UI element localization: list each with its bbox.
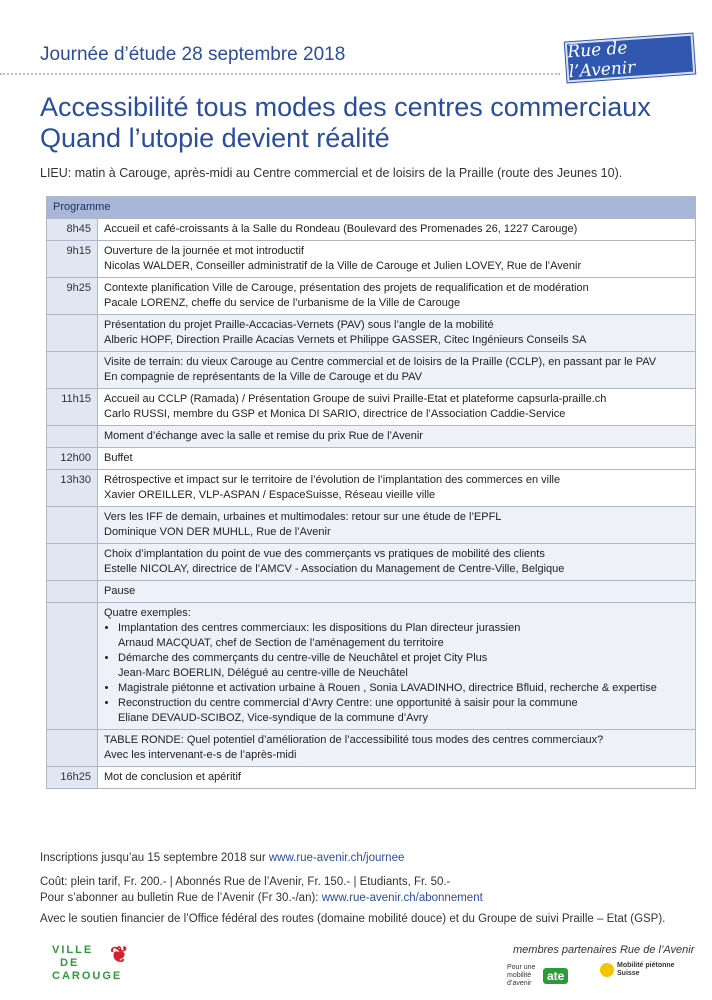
programme-content <box>98 352 696 389</box>
session-title: Présentation du projet Praille-Accacias-Vernets (PAV) sous l’angle de la mobilité <box>104 319 494 331</box>
session-title: Accueil et café-croissants à la Salle du Rondeau (Boulevard des Promenades 26, 1227 Carouge) <box>104 223 578 235</box>
programme-content <box>98 219 696 241</box>
programme-time: 12h00 <box>47 448 98 470</box>
session-title: Rétrospective et impact sur le territoire de l’évolution de l’implantation des commerces en ville <box>104 474 561 486</box>
list-item <box>118 621 689 651</box>
session-title: Pause <box>104 585 136 597</box>
programme-row <box>47 352 696 389</box>
title-line-2: Quand l’utopie devient réalité <box>40 123 390 153</box>
session-speaker: Pacale LORENZ, cheffe du service de l’urbanisme de la Ville de Carouge <box>104 297 461 309</box>
rue-avenir-logo: Rue de l’Avenir <box>565 34 695 83</box>
programme-time <box>47 426 98 448</box>
ate-badge: ate <box>543 968 568 984</box>
session-title: Moment d’échange avec la salle et remise du prix Rue de l’Avenir <box>104 430 423 442</box>
session-speaker: En compagnie de représentants de la Ville de Carouge et du PAV <box>104 371 422 383</box>
programme-content <box>98 507 696 544</box>
inscriptions-link[interactable]: www.rue-avenir.ch/journee <box>268 852 405 864</box>
programme-content <box>98 603 696 730</box>
programme-content <box>98 544 696 581</box>
ville-logo-word-1: VILLE <box>52 944 94 956</box>
example-title: • Implantation des centres commerciaux: les dispositions du Plan directeur jurassien <box>118 622 521 634</box>
ville-logo-word-3: CAROUGE <box>52 970 123 982</box>
programme-time <box>47 581 98 603</box>
programme-row <box>47 581 696 603</box>
programme-row <box>47 219 696 241</box>
session-speaker: Carlo RUSSI, membre du GSP et Monica DI SARIO, directrice de l’Association Caddie-Service <box>104 408 566 420</box>
programme-time <box>47 315 98 352</box>
cout-line: Coût: plein tarif, Fr. 200.- | Abonnés Rue de l’Avenir, Fr. 150.- | Etudiants, Fr. 50.- <box>40 876 451 888</box>
lieu-text: LIEU: matin à Carouge, après-midi au Centre commercial et de loisirs de la Praille (route des Jeunes 10). <box>40 166 623 180</box>
programme-row <box>47 470 696 507</box>
inscriptions-line <box>40 852 404 864</box>
partners-title: membres partenaires Rue de l’Avenir <box>513 944 695 956</box>
examples-list <box>104 621 689 726</box>
programme-content <box>98 389 696 426</box>
example-title: • Magistrale piétonne et activation urbaine à Rouen , Sonia LAVADINHO, directrice Bfluid, recherche & expertise <box>118 682 657 694</box>
programme-row <box>47 241 696 278</box>
examples-intro: Quatre exemples: <box>104 607 191 619</box>
session-speaker: Estelle NICOLAY, directrice de l’AMCV - Association du Management de Centre-Ville, Belgique <box>104 563 565 575</box>
example-title: • Reconstruction du centre commercial d’Avry Centre: une opportunité à saisir pour la commune <box>118 697 578 709</box>
programme-row <box>47 315 696 352</box>
programme-content <box>98 470 696 507</box>
programme-content <box>98 730 696 767</box>
programme-row <box>47 544 696 581</box>
session-speaker: Alberic HOPF, Direction Praille Acacias Vernets et Philippe GASSER, Citec Ingénieurs Conseils SA <box>104 334 587 346</box>
programme-table <box>46 196 696 789</box>
programme-content <box>98 426 696 448</box>
programme-content <box>98 448 696 470</box>
list-item <box>118 696 689 726</box>
programme-row-examples <box>47 603 696 730</box>
mobilite-text: Mobilité piétonne Suisse <box>617 962 675 977</box>
programme-heading: Programme <box>47 197 696 219</box>
programme-header-row <box>47 197 696 219</box>
programme-row <box>47 389 696 426</box>
dotted-divider <box>0 73 560 75</box>
ville-logo-word-2: DE <box>60 957 80 969</box>
table-ronde-line: TABLE RONDE: Quel potentiel d’amélioration de l’accessibilité tous modes des centres commerciaux? <box>104 734 604 746</box>
ville-de-carouge-logo <box>52 944 136 990</box>
session-speaker: Nicolas WALDER, Conseiller administratif de la Ville de Carouge et Julien LOVEY, Rue de l’Avenir <box>104 260 582 272</box>
programme-row <box>47 426 696 448</box>
programme-row-closing <box>47 767 696 789</box>
programme-content <box>98 767 696 789</box>
programme-content <box>98 581 696 603</box>
abonner-line <box>40 892 483 904</box>
soutien-line: Avec le soutien financier de l’Office fédéral des routes (domaine mobilité douce) et du Groupe de suivi Praille – Etat (GSP). <box>40 913 666 925</box>
example-speaker: Arnaud MACQUAT, chef de Section de l’aménagement du territoire <box>118 637 444 649</box>
programme-time: 9h25 <box>47 278 98 315</box>
ate-logo <box>507 964 577 988</box>
closing-text: Mot de conclusion et apéritif <box>104 771 241 783</box>
session-title: Ouverture de la journée et mot introductif <box>104 245 304 257</box>
programme-time <box>47 507 98 544</box>
programme-content <box>98 241 696 278</box>
title-line-1: Accessibilité tous modes des centres commerciaux <box>40 92 651 122</box>
list-item <box>118 651 689 681</box>
programme-row <box>47 507 696 544</box>
page-title <box>40 92 651 154</box>
session-speaker: Dominique VON DER MUHLL, Rue de l’Avenir <box>104 526 331 538</box>
programme-time: 9h15 <box>47 241 98 278</box>
ate-tagline: Pour une mobilité d’avenir <box>507 964 536 987</box>
lion-emblem-icon: ❦ <box>110 942 131 967</box>
session-title: Accueil au CCLP (Ramada) / Présentation Groupe de suivi Praille-Etat et plateforme capsurla-praille.ch <box>104 393 607 405</box>
session-title: Choix d’implantation du point de vue des commerçants vs pratiques de mobilité des clients <box>104 548 545 560</box>
programme-time: 13h30 <box>47 470 98 507</box>
programme-row <box>47 448 696 470</box>
abonner-link[interactable]: www.rue-avenir.ch/abonnement <box>321 892 483 904</box>
mobilite-pietonne-logo <box>600 962 690 978</box>
programme-time: 8h45 <box>47 219 98 241</box>
session-title: Buffet <box>104 452 133 464</box>
programme-time: 16h25 <box>47 767 98 789</box>
programme-content <box>98 315 696 352</box>
inscriptions-text: Inscriptions jusqu’au 15 septembre 2018 sur <box>40 852 269 864</box>
programme-row <box>47 278 696 315</box>
example-title: • Démarche des commerçants du centre-ville de Neuchâtel et projet City Plus <box>118 652 488 664</box>
programme-time <box>47 730 98 767</box>
abonner-text: Pour s’abonner au bulletin Rue de l’Avenir (Fr 30.-/an): <box>40 892 322 904</box>
session-title: Vers les IFF de demain, urbaines et multimodales: retour sur une étude de l’EPFL <box>104 511 502 523</box>
example-speaker: Eliane DEVAUD-SCIBOZ, Vice-syndique de la commune d’Avry <box>118 712 428 724</box>
programme-time: 11h15 <box>47 389 98 426</box>
programme-time <box>47 544 98 581</box>
programme-row-table-ronde <box>47 730 696 767</box>
pedestrian-icon <box>600 963 614 977</box>
programme-content <box>98 278 696 315</box>
example-speaker: Jean-Marc BOERLIN, Délégué au centre-ville de Neuchâtel <box>118 667 408 679</box>
programme-time <box>47 603 98 730</box>
table-ronde-line: Avec les intervenant-e-s de l’après-midi <box>104 749 297 761</box>
session-title: Visite de terrain: du vieux Carouge au Centre commercial et de loisirs de la Praille (CCLP), en passant par le PAV <box>104 356 657 368</box>
session-title: Contexte planification Ville de Carouge, présentation des projets de requalification et de modération <box>104 282 589 294</box>
session-speaker: Xavier OREILLER, VLP-ASPAN / EspaceSuisse, Réseau vieille ville <box>104 489 436 501</box>
header-date: Journée d’étude 28 septembre 2018 <box>40 44 346 65</box>
list-item <box>118 681 689 696</box>
programme-time <box>47 352 98 389</box>
